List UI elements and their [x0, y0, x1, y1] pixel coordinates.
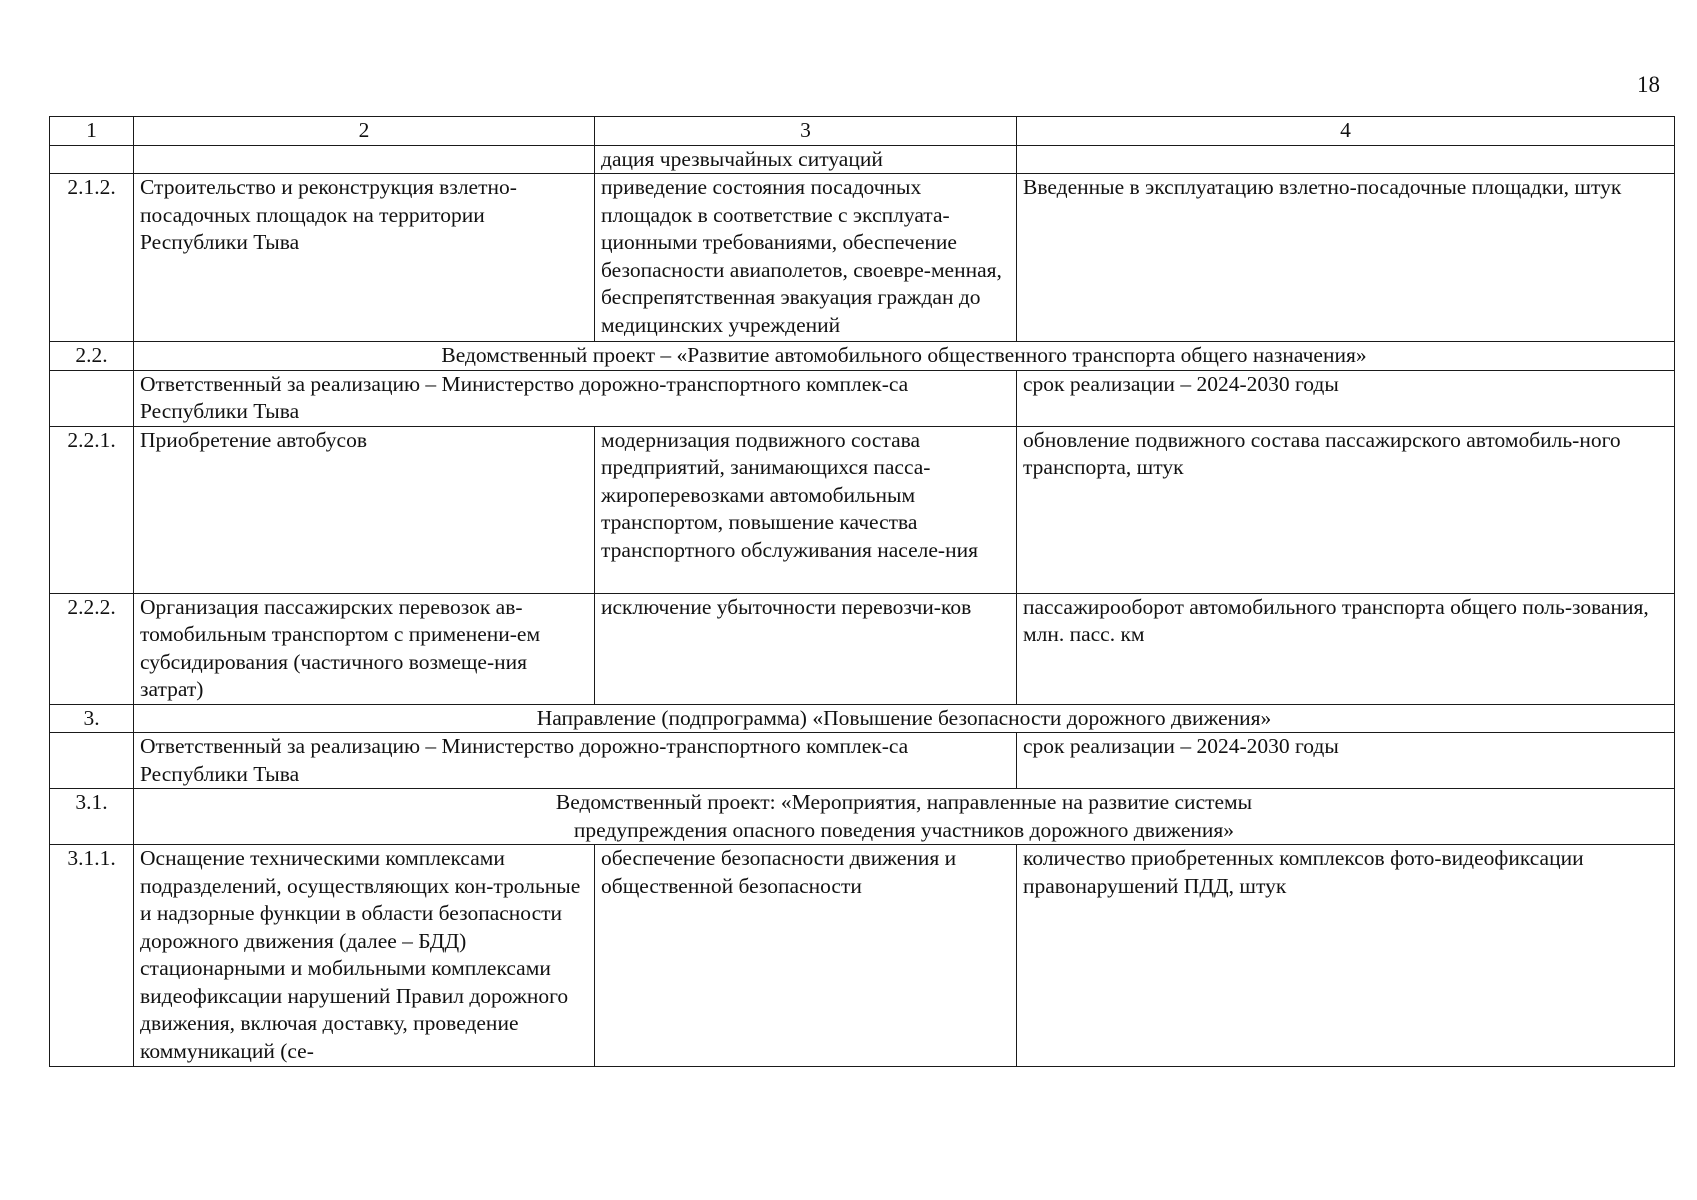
table-row: [50, 845, 1675, 1067]
event-cell: Организация пассажирских перевозок ав-томобильным транспортом с применени-ем субсидирования (частичного возмеще-ния затрат): [134, 593, 595, 704]
row-number-cell: 3.: [50, 704, 134, 733]
table-row: [50, 145, 1675, 174]
event-cell: [134, 145, 595, 174]
term-cell: срок реализации – 2024-2030 годы: [1017, 370, 1675, 426]
row-number-cell: 2.2.2.: [50, 593, 134, 704]
result-cell: исключение убыточности перевозчи-ков: [595, 593, 1017, 704]
result-cell: приведение состояния посадочных площадок в соответствие с эксплуата-ционными требованиями, обеспечение безопасности авиаполетов, своевре-менная, беспрепятственная эвакуация граждан до медицинских учреждений: [595, 174, 1017, 342]
page-number: 18: [1637, 72, 1660, 97]
row-number-cell: 2.1.2.: [50, 174, 134, 342]
table-row: [50, 593, 1675, 704]
event-cell: Строительство и реконструкция взлетно-посадочных площадок на территории Республики Тыва: [134, 174, 595, 342]
project-title: [134, 789, 1675, 845]
responsible-row: [50, 733, 1675, 789]
program-table: [49, 116, 1675, 1067]
row-number-cell: [50, 733, 134, 789]
indicator-cell: Введенные в эксплуатацию взлетно-посадочные площадки, штук: [1017, 174, 1675, 342]
column-number-4: 4: [1017, 117, 1675, 146]
row-number-cell: 2.2.1.: [50, 426, 134, 593]
project-title-line-1: Ведомственный проект: «Мероприятия, направленные на развитие системы: [555, 790, 1253, 814]
indicator-cell: [1017, 145, 1675, 174]
responsible-row: [50, 370, 1675, 426]
row-number-cell: [50, 145, 134, 174]
column-number-2: 2: [134, 117, 595, 146]
table-row: [50, 174, 1675, 342]
indicator-cell: пассажирооборот автомобильного транспорта общего поль-зования, млн. пасс. км: [1017, 593, 1675, 704]
indicator-cell: количество приобретенных комплексов фото-видеофиксации правонарушений ПДД, штук: [1017, 845, 1675, 1067]
column-number-1: 1: [50, 117, 134, 146]
responsible-cell: Ответственный за реализацию – Министерство дорожно-транспортного комплек-са Республики Тыва: [134, 733, 1017, 789]
row-number-cell: [50, 370, 134, 426]
project-header-row: [50, 342, 1675, 371]
event-cell: Приобретение автобусов: [134, 426, 595, 593]
result-cell: дация чрезвычайных ситуаций: [595, 145, 1017, 174]
project-title: Ведомственный проект – «Развитие автомобильного общественного транспорта общего назначения»: [134, 342, 1675, 371]
term-cell: срок реализации – 2024-2030 годы: [1017, 733, 1675, 789]
result-cell: модернизация подвижного состава предприятий, занимающихся пасса-жироперевозками автомобильным транспортом, повышение качества транспортного обслуживания населе-ния: [595, 426, 1017, 593]
result-cell: обеспечение безопасности движения и общественной безопасности: [595, 845, 1017, 1067]
table-row: [50, 426, 1675, 593]
column-number-3: 3: [595, 117, 1017, 146]
direction-title: Направление (подпрограмма) «Повышение безопасности дорожного движения»: [134, 704, 1675, 733]
event-cell: Оснащение техническими комплексами подразделений, осуществляющих кон-трольные и надзорные функции в области безопасности дорожного движения (далее – БДД) стационарными и мобильными комплексами видеофиксации нарушений Правил дорожного движения, включая доставку, проведение коммуникаций (се-: [134, 845, 595, 1067]
column-number-row: [50, 117, 1675, 146]
project-header-row: [50, 789, 1675, 845]
responsible-cell: Ответственный за реализацию – Министерство дорожно-транспортного комплек-са Республики Тыва: [134, 370, 1017, 426]
direction-header-row: [50, 704, 1675, 733]
row-number-cell: 2.2.: [50, 342, 134, 371]
project-title-line-2: предупреждения опасного поведения участников дорожного движения»: [573, 817, 1235, 842]
indicator-cell: обновление подвижного состава пассажирского автомобиль-ного транспорта, штук: [1017, 426, 1675, 593]
row-number-cell: 3.1.1.: [50, 845, 134, 1067]
row-number-cell: 3.1.: [50, 789, 134, 845]
